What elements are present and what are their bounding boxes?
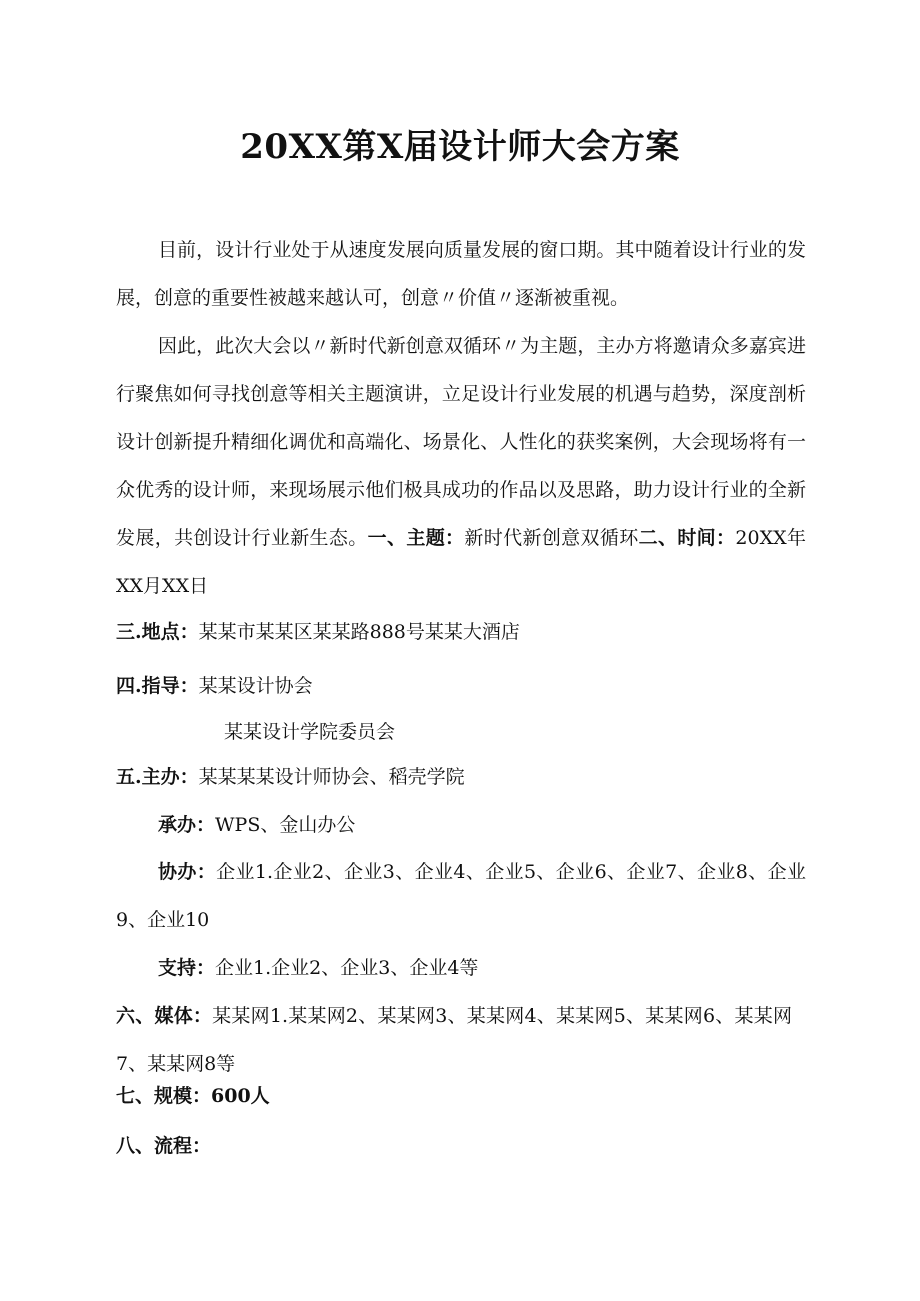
intro-paragraph-2-text: 因此，此次大会以〃新时代新创意双循环〃为主题，主办方将邀请众多嘉宾进行聚焦如何寻找创意等相关主题演讲，立足设计行业发展的机遇与趋势，深度剖析设计创新提升精细化调优和高端化、场景化、人性化的获奖案例，大会现场将有一众优秀的设计师，来现场展示他们极具成功的作品以及思路，助力设计行业的全新发展，共创设计行业新生态。 — [116, 335, 806, 549]
location-line — [116, 616, 816, 648]
time-label: 二、时间： — [638, 527, 736, 549]
flow-line — [116, 1130, 816, 1162]
time-value: 20XX年XX月XX日 — [116, 527, 806, 597]
media-label: 六、媒体： — [116, 1005, 213, 1027]
organizer-value: WPS、金山办公 — [215, 814, 356, 836]
host-line — [116, 761, 816, 793]
co-organizer-value: 企业1.企业2、企业3、企业4、企业5、企业6、企业7、企业8、企业9、企业10 — [116, 861, 806, 931]
guide-value-2: 某某设计学院委员会 — [224, 721, 396, 743]
scale-value: 600人 — [211, 1085, 270, 1107]
scale-line — [116, 1080, 816, 1112]
host-value: 某某某某设计师协会、稻壳学院 — [198, 766, 465, 788]
guide-label: 四.指导： — [116, 675, 199, 697]
media-value: 某某网1.某某网2、某某网3、某某网4、某某网5、某某网6、某某网7、某某网8等 — [116, 1005, 792, 1075]
theme-value: 新时代新创意双循环 — [464, 527, 639, 549]
support-line — [158, 952, 858, 984]
guide-value-1: 某某设计协会 — [198, 675, 313, 697]
guide-line — [116, 670, 816, 702]
co-organizer-label: 协办： — [158, 861, 217, 883]
theme-label: 一、主题： — [367, 527, 465, 549]
flow-label: 八、流程： — [116, 1135, 212, 1157]
intro-paragraph-2 — [116, 322, 806, 610]
scale-label: 七、规模： — [116, 1085, 212, 1107]
intro-paragraph-1: 目前，设计行业处于从速度发展向质量发展的窗口期。其中随着设计行业的发展，创意的重要性被越来越认可，创意〃价值〃逐渐被重视。 — [116, 239, 806, 309]
guide-line-2 — [224, 716, 920, 748]
location-value: 某某市某某区某某路888号某某大酒店 — [198, 621, 520, 643]
host-label: 五.主办： — [116, 766, 199, 788]
support-label: 支持： — [158, 957, 216, 979]
co-organizer-paragraph — [116, 848, 806, 944]
media-paragraph — [116, 992, 792, 1088]
document-title: 20XX第X届设计师大会方案 — [240, 127, 680, 167]
organizer-line — [158, 809, 858, 841]
organizer-label: 承办： — [158, 814, 216, 836]
support-value: 企业1.企业2、企业3、企业4等 — [215, 957, 479, 979]
location-label: 三.地点： — [116, 621, 199, 643]
